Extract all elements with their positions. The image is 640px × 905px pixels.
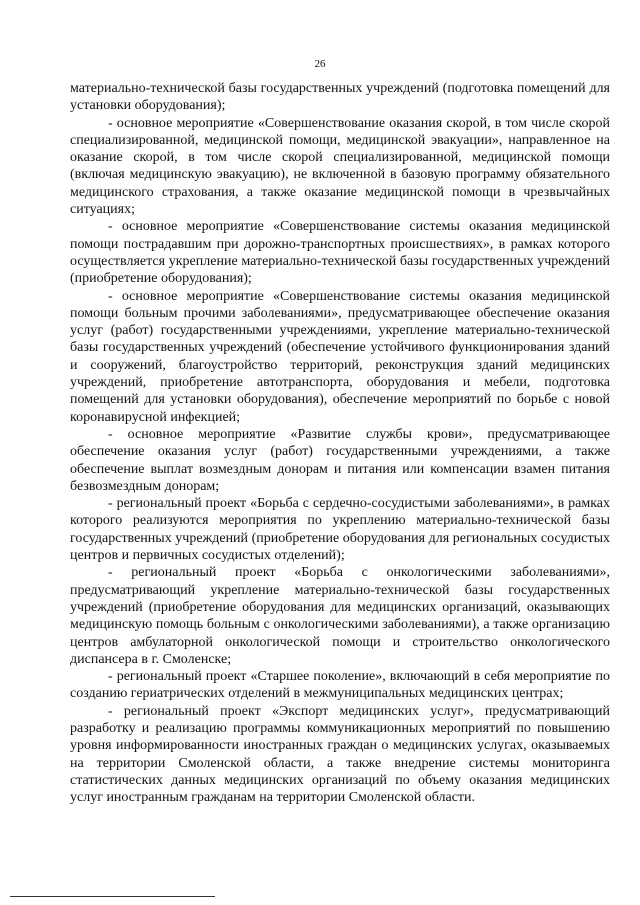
paragraph-road-accident-care: - основное мероприятие «Совершенствование системы оказания медицинской помощи пострадавшим при дорожно-транспортных происшествиях», в рамках которого осуществляется укрепление материально-технической базы государственных учреждений (приобретение оборудования); — [70, 219, 610, 287]
footer-divider — [10, 896, 215, 897]
paragraph-oncology-project: - региональный проект «Борьба с онкологическими заболеваниями», предусматривающий укрепление материально-технической базы государственных учреждений (приобретение оборудования для медицинских организаций, оказывающих медицинскую помощь больным с онкологическими заболеваниями), а также организацию центров амбулаторной онкологической помощи и строительство онкологического диспансера в г. Смоленске; — [70, 565, 610, 667]
paragraph-cardiovascular-project: - региональный проект «Борьба с сердечно-сосудистыми заболеваниями», в рамках которого реализуются мероприятия по укреплению материально-технической базы государственных учреждений (приобретение оборудования для региональных сосудистых центров и первичных сосудистых отделений); — [70, 496, 610, 564]
paragraph-other-diseases-care: - основное мероприятие «Совершенствование системы оказания медицинской помощи больным прочими заболеваниями», предусматривающее обеспечение оказания услуг (работ) государственными учреждениями, укрепление материально-технической базы государственных учреждений (обеспечение устойчивого функционирования зданий и сооружений, благоустройство территорий, реконструкция зданий медицинских учреждений, приобретение автотранспорта, оборудования и мебели, подготовка помещений для установки оборудования), обеспечение мероприятий по борьбе с новой коронавирусной инфекцией; — [70, 288, 610, 425]
page-number: 26 — [314, 58, 326, 70]
document-body — [70, 80, 610, 806]
paragraph-continuation: материально-технической базы государственных учреждений (подготовка помещений для установки оборудования); — [70, 81, 610, 114]
paragraph-blood-service: - основное мероприятие «Развитие службы крови», предусматривающее обеспечение оказания услуг (работ) государственными учреждениями, а также обеспечение выплат возмездным донорам и питания или компенсации взамен питания безвозмездным донорам; — [70, 426, 610, 494]
paragraph-medical-export-project: - региональный проект «Экспорт медицинских услуг», предусматривающий разработку и реализацию программы коммуникационных мероприятий по повышению уровня информированности иностранных граждан о медицинских услугах, оказываемых на территории Смоленской области, а также внедрение системы мониторинга статистических данных медицинских организаций по объему оказания медицинских услуг иностранным гражданам на территории Смоленской области. — [70, 703, 610, 806]
paragraph-ambulance-care: - основное мероприятие «Совершенствование оказания скорой, в том числе скорой специализированной, медицинской помощи, медицинской эвакуации», направленное на оказание скорой, в том числе скорой специализированной, медицинской помощи (включая медицинскую эвакуацию), не включенной в базовую программу обязательного медицинского страхования, а также оказание медицинской помощи в чрезвычайных ситуациях; — [70, 115, 610, 218]
paragraph-older-generation-project: - региональный проект «Старшее поколение», включающий в себя мероприятие по созданию гериатрических отделений в межмуниципальных медицинских центрах; — [70, 669, 610, 702]
